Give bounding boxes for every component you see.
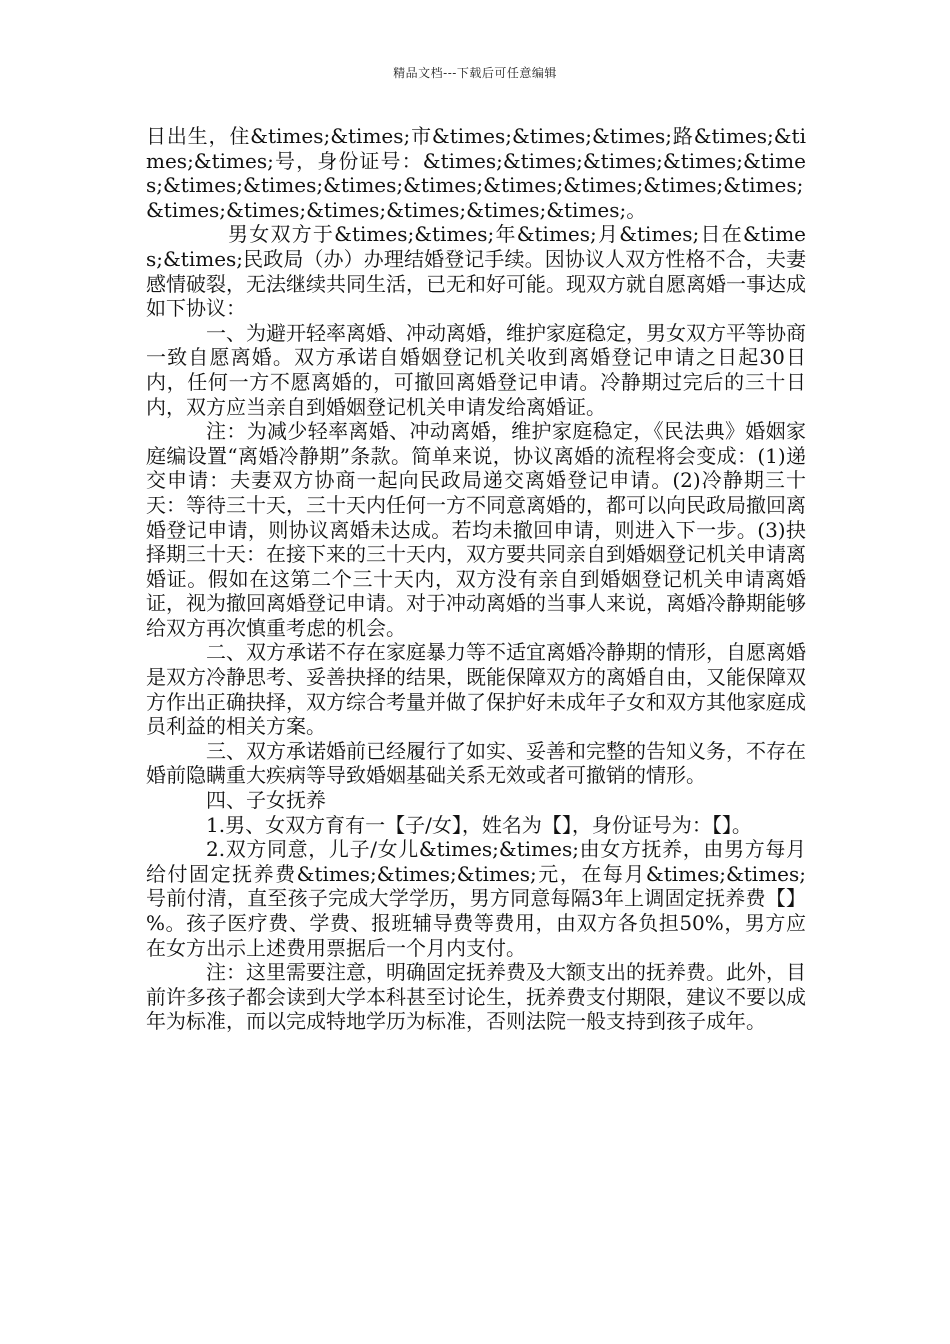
paragraph-clause-3: 三、双方承诺婚前已经履行了如实、妥善和完整的告知义务，不存在婚前隐瞒重大疾病等导致婚姻基础关系无效或者可撤销的情形。	[146, 738, 806, 788]
paragraph-note-support: 注：这里需要注意，明确固定抚养费及大额支出的抚养费。此外，目前许多孩子都会读到大学本科甚至讨论生，抚养费支付期限，建议不要以成年为标准，而以完成特地学历为标准，否则法院一般支持到孩子成年。	[146, 960, 806, 1034]
paragraph-note-cooling-period: 注：为减少轻率离婚、冲动离婚，维护家庭稳定，《民法典》婚姻家庭编设置“离婚冷静期”条款。简单来说，协议离婚的流程将会变成：(1)递交申请：夫妻双方协商一起向民政局递交离婚登记申请。(2)冷静期三十天：等待三十天，三十天内任何一方不同意离婚的，都可以向民政局撤回离婚登记申请，则协议离婚未达成。若均未撤回申请，则进入下一步。(3)抉择期三十天：在接下来的三十天内，双方要共同亲自到婚姻登记机关申请离婚证。假如在这第二个三十天内，双方没有亲自到婚姻登记机关申请离婚证，视为撤回离婚登记申请。对于冲动离婚的当事人来说，离婚冷静期能够给双方再次慎重考虑的机会。	[146, 419, 806, 640]
page-header: 精品文档---下载后可任意编辑	[393, 66, 557, 80]
paragraph-clause-2: 二、双方承诺不存在家庭暴力等不适宜离婚冷静期的情形，自愿离婚是双方冷静思考、妥善抉择的结果，既能保障双方的离婚自由，又能保障双方作出正确抉择，双方综合考量并做了保护好未成年子女和双方其他家庭成员利益的相关方案。	[146, 640, 806, 739]
paragraph-marriage-registration: 男女双方于&times;&times;年&times;月&times;日在&times;&times;民政局（办）办理结婚登记手续。因协议人双方性格不合，夫妻感情破裂，无法继续共同生活，已无和好可能。现双方就自愿离婚一事达成如下协议：	[146, 222, 806, 321]
section-heading-child-custody: 四、子女抚养	[206, 788, 326, 813]
paragraph-child-support: 2.双方同意，儿子/女儿&times;&times;由女方抚养，由男方每月给付固定抚养费&times;&times;&times;元，在每月&times;&times;号前付清，直至孩子完成大学学历，男方同意每隔3年上调固定抚养费【】%。孩子医疗费、学费、报班辅导费等费用，由双方各负担50%，男方应在女方出示上述费用票据后一个月内支付。	[146, 837, 806, 960]
paragraph-child-info: 1.男、女双方育有一【子/女】，姓名为【】，身份证号为：【】。	[206, 812, 752, 837]
paragraph-birth-address: 日出生，住&times;&times;市&times;&times;&times;路&times;&times;&times;号，身份证号：&times;&times;&times;&times;&times;&times;&times;&times;&times;&times;&times;&times;&times;&times;&times;&times;&times;&times;&times;。	[146, 124, 806, 222]
paragraph-clause-1: 一、为避开轻率离婚、冲动离婚，维护家庭稳定，男女双方平等协商一致自愿离婚。双方承诺自婚姻登记机关收到离婚登记申请之日起30日内，任何一方不愿离婚的，可撤回离婚登记申请。冷静期过完后的三十日内，双方应当亲自到婚姻登记机关申请发给离婚证。	[146, 320, 806, 419]
document-body	[146, 124, 806, 1034]
